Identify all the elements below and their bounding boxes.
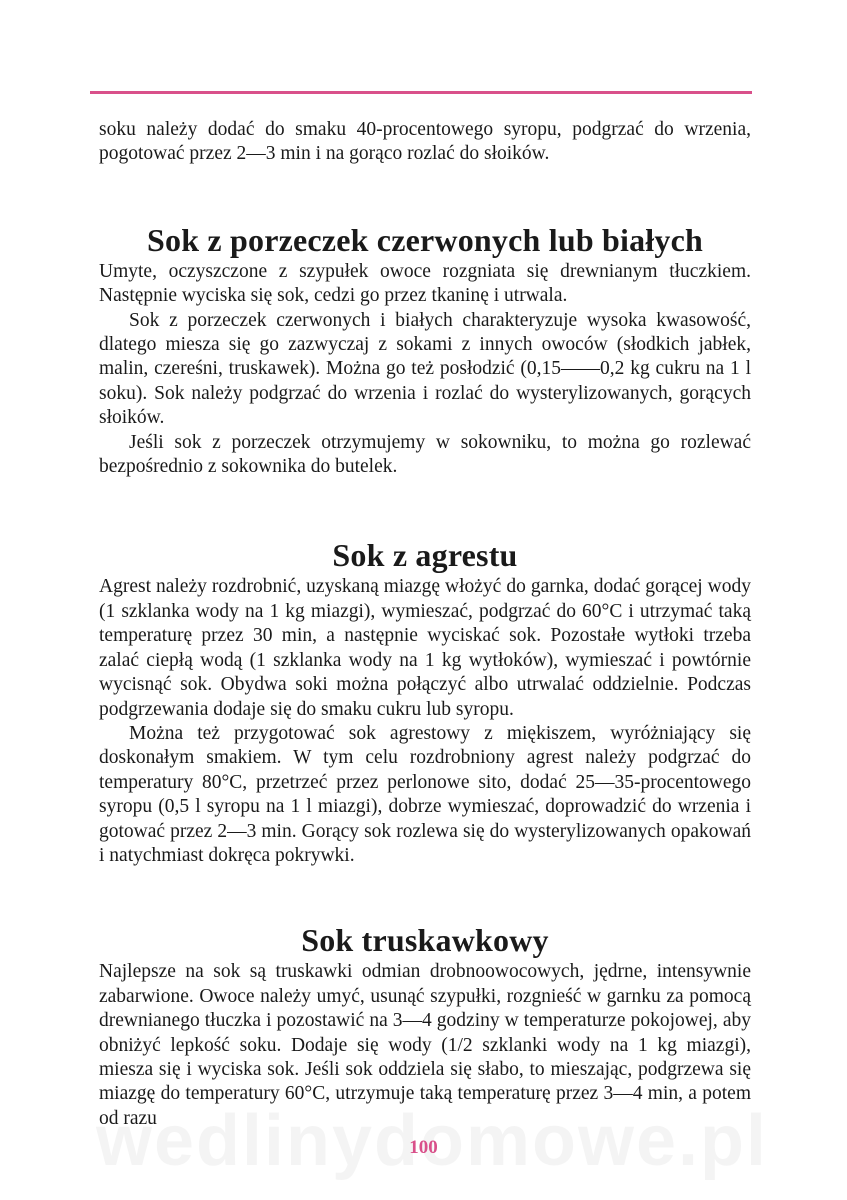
top-decorative-rule (90, 91, 752, 94)
section-title: Sok z agrestu (332, 537, 518, 574)
section-title: Sok z porzeczek czerwonych lub białych (147, 221, 703, 258)
page-body (99, 118, 751, 1131)
section-paragraph: Jeśli sok z porzeczek otrzymujemy w sokowniku, to można go rozlewać bezpośrednio z sokownika do butelek. (99, 431, 751, 478)
section-strawberry (99, 920, 751, 1131)
intro-paragraph: soku należy dodać do smaku 40-procentowego syropu, podgrzać do wrzenia, pogotować przez 2—3 min i na gorąco rozlać do słoików. (99, 119, 751, 165)
section-title: Sok truskawkowy (301, 922, 549, 959)
section-red-white-currants (99, 220, 751, 480)
page-number: 100 (409, 1137, 438, 1158)
section-paragraph: Sok z porzeczek czerwonych i białych charakteryzuje wysoka kwasowość, dlatego miesza się go zazwyczaj z sokami z innych owoców (słodkich jabłek, malin, czereśni, truskawek). Można go też posłodzić (0,15——0,2 kg cukru na 1 l soku). Sok należy podgrzać do wrzenia i rozlać do wysterylizowanych, gorących słoików. (99, 309, 751, 429)
section-paragraph: Najlepsze na sok są truskawki odmian drobnoowocowych, jędrne, intensywnie zabarwione. Owoce należy umyć, usunąć szypułki, rozgnieść w garnku za pomocą drewnianego tłuczka i pozostawić na 3—4 godziny w temperaturze pokojowej, aby obniżyć lepkość soku. Dodaje się wody (1/2 szklanki wody na 1 kg miazgi), miesza się i wyciska sok. Jeśli sok oddziela się słabo, to mieszając, podgrzewa się miazgę do temperatury 60°C, utrzymuje taką temperaturę przez 3—4 min, a potem od razu (99, 961, 751, 1129)
section-paragraph: Umyte, oczyszczone z szypułek owoce rozgniata się drewnianym tłuczkiem. Następnie wyciska się sok, cedzi go przez tkaninę i utrwala. (99, 260, 751, 307)
section-paragraph: Można też przygotować sok agrestowy z miękiszem, wyróżniający się doskonałym smakiem. W tym celu rozdrobniony agrest należy podgrzać do temperatury 80°C, przetrzeć przez perlonowe sito, dodać 25—35-procentowego syropu (0,5 l syropu na 1 l miazgi), dobrze wymieszać, doprowadzić do wrzenia i gotować przez 2—3 min. Gorący sok rozlewa się do wysterylizowanych opakowań i natychmiast dokręca pokrywki. (99, 722, 751, 866)
section-gooseberry (99, 535, 751, 868)
section-paragraph: Agrest należy rozdrobnić, uzyskaną miazgę włożyć do garnka, dodać gorącej wody (1 szklanka wody na 1 kg miazgi), wymieszać, podgrzać do 60°C i utrzymać taką temperaturę przez 30 min, a następnie wyciskać sok. Pozostałe wytłoki trzeba zalać ciepłą wodą (1 szklanka wody na 1 kg wytłoków), wymieszać i powtórnie wycisnąć sok. Obydwa soki można połączyć albo utrwalać oddzielnie. Podczas podgrzewania dodaje się do smaku cukru lub syropu. (99, 576, 751, 720)
